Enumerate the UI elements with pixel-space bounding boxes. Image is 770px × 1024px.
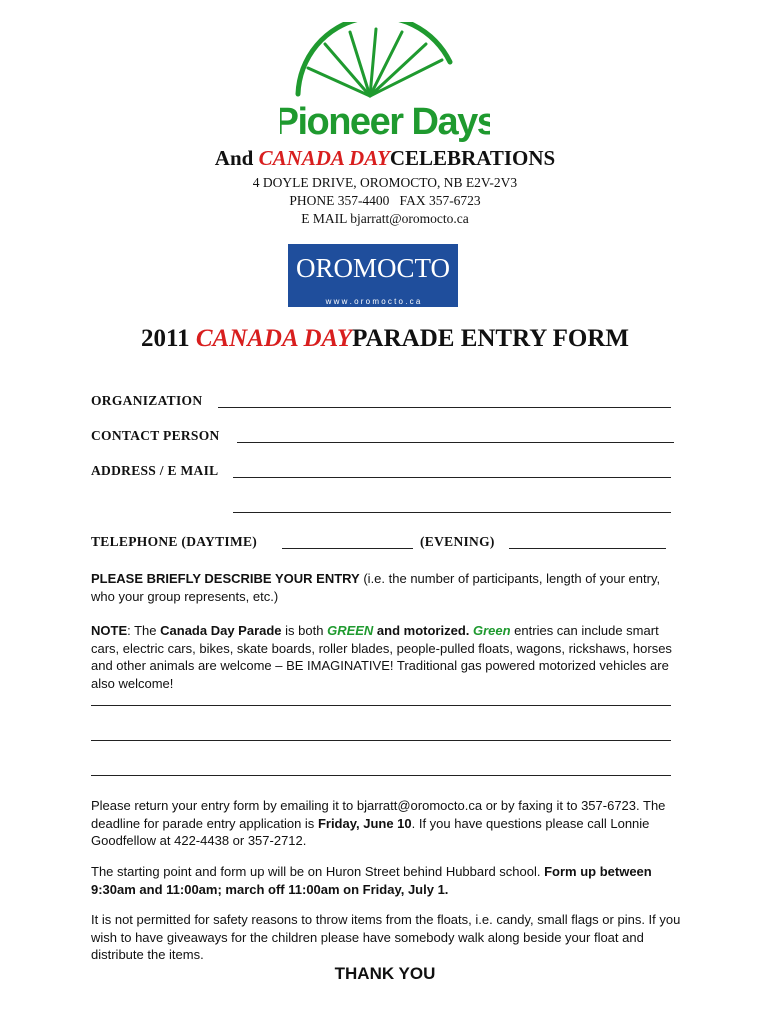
logo-text: Pioneer Days (280, 101, 490, 142)
description-line-1[interactable] (91, 705, 671, 706)
pioneer-days-logo (280, 22, 490, 142)
address-email-field[interactable] (233, 477, 671, 478)
safety-text: It is not permitted for safety reasons to throw items from the floats, i.e. candy, small flags or pins. If you wish to have giveaways for the children please have somebody walk along beside your float and distribute the items. (91, 912, 681, 962)
description-line-3[interactable] (91, 775, 671, 776)
wagon-wheel-icon (280, 22, 490, 142)
form-title: 2011 CANADA DAYPARADE ENTRY FORM (140, 325, 630, 352)
oromocto-logo-url: w w w . o r o m o c t o . c a (325, 297, 421, 306)
header-title: And CANADA DAYCELEBRATIONS (214, 146, 556, 170)
telephone-evening-label: (EVENING) (420, 534, 495, 549)
organization-label: ORGANIZATION (91, 393, 203, 408)
telephone-daytime-label: TELEPHONE (DAYTIME) (91, 534, 258, 549)
organization-field[interactable] (218, 407, 671, 408)
address-line: 4 DOYLE DRIVE, OROMOCTO, NB E2V-2V3 (252, 175, 518, 190)
description-line-2[interactable] (91, 740, 671, 741)
describe-entry-text: PLEASE BRIEFLY DESCRIBE YOUR ENTRY (i.e. the number of participants, length of your entry, who your group represents, etc.) (91, 571, 661, 604)
contact-person-field[interactable] (237, 442, 674, 443)
starting-point-text: The starting point and form up will be on Huron Street behind Hubbard school. Form up between 9:30am and 11:00am; march off 11:00am on Friday, July 1. (91, 864, 652, 897)
telephone-evening-field[interactable] (509, 548, 666, 549)
return-instructions-text: Please return your entry form by emailing it to bjarratt@oromocto.ca or by faxing it to 357-6723. The deadline for parade entry application is Friday, June 10. If you have questions please call Lonnie Goodfellow at 422-4438 or 357-2712. (91, 798, 666, 848)
address-email-field-2[interactable] (233, 512, 671, 513)
contact-person-label: CONTACT PERSON (91, 428, 220, 443)
oromocto-logo (288, 244, 458, 307)
note-text: NOTE: The Canada Day Parade is both GREEN and motorized. Green entries can include smart cars, electric cars, bikes, skate boards, roller blades, people-pulled floats, wagons, rickshaws, horses and other animals are welcome – BE IMAGINATIVE! Traditional gas powered motorized vehicles are also welcome! (91, 623, 672, 691)
oromocto-logo-text: OROMOCTO (295, 253, 451, 283)
phone-fax-line: PHONE 357-4400 FAX 357-6723 (289, 193, 481, 208)
telephone-daytime-field[interactable] (282, 548, 413, 549)
email-line: E MAIL bjarratt@oromocto.ca (301, 211, 469, 226)
address-email-label: ADDRESS / E MAIL (91, 463, 219, 478)
thank-you: THANK YOU (334, 964, 436, 983)
